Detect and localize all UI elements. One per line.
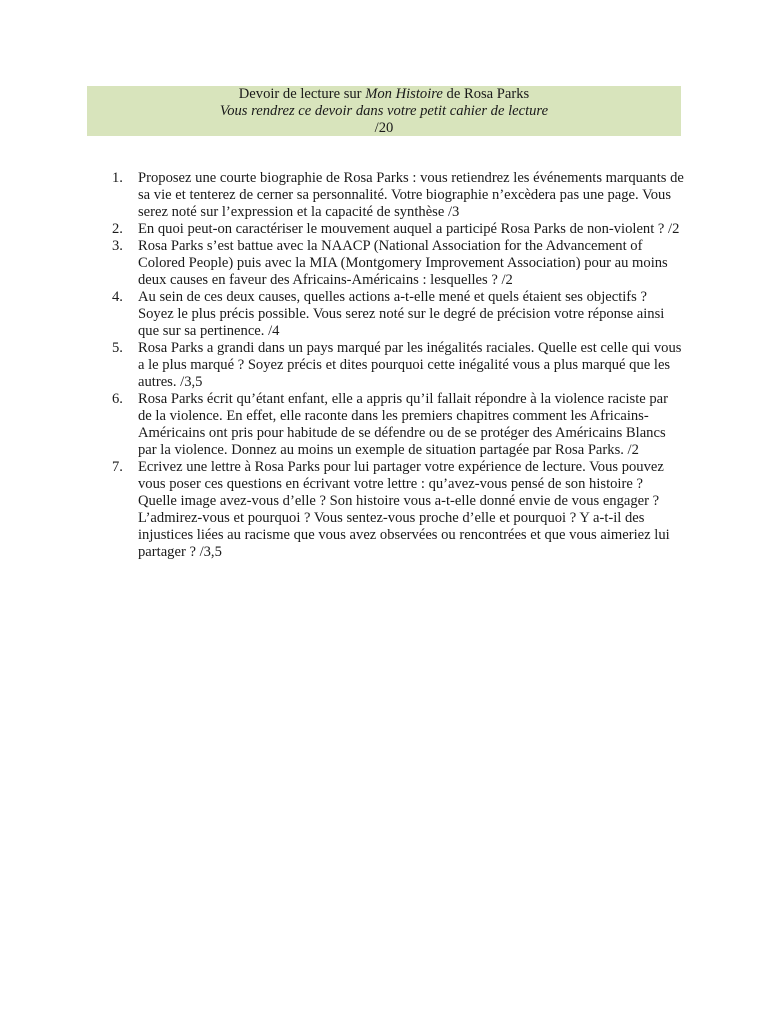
question-list xyxy=(104,170,684,561)
question-text: Proposez une courte biographie de Rosa Parks : vous retiendrez les événements marquants de sa vie et tenterez de cerner sa personnalité. Votre biographie n’excèdera pas une page. Vous serez noté sur l’expression et la capacité de synthèse /3 xyxy=(138,170,684,220)
question-item xyxy=(104,340,684,391)
assignment-header xyxy=(87,86,681,136)
question-item xyxy=(104,221,684,238)
question-text: Rosa Parks écrit qu’étant enfant, elle a appris qu’il fallait répondre à la violence raciste par de la violence. En effet, elle raconte dans les premiers chapitres comment les Africains-Américains ont pris pour habitude de se défendre ou de se protéger des Américains Blancs par la violence. Donnez au moins un exemple de situation partagée par Rosa Parks. /2 xyxy=(138,391,669,458)
question-number: 4. xyxy=(112,289,123,305)
question-number: 2. xyxy=(112,221,123,237)
question-number: 3. xyxy=(112,238,123,254)
question-text: Rosa Parks a grandi dans un pays marqué par les inégalités raciales. Quelle est celle qui vous a le plus marqué ? Soyez précis et dites pourquoi cette inégalité vous a plus marqué que les autres. /3,5 xyxy=(138,340,682,390)
header-title-suffix: de Rosa Parks xyxy=(442,86,530,102)
question-text: En quoi peut-on caractériser le mouvement auquel a participé Rosa Parks de non-violent ? /2 xyxy=(138,221,680,237)
header-title-book: Mon Histoire xyxy=(365,86,443,102)
question-item xyxy=(104,238,684,289)
question-number: 7. xyxy=(112,459,123,475)
header-instruction xyxy=(87,103,681,120)
header-title-prefix: Devoir de lecture sur xyxy=(238,86,366,102)
question-item xyxy=(104,391,684,459)
question-number: 6. xyxy=(112,391,123,407)
question-number: 1. xyxy=(112,170,123,186)
question-text: Au sein de ces deux causes, quelles actions a-t-elle mené et quels étaient ses objectifs ? Soyez le plus précis possible. Vous serez noté sur le degré de précision votre réponse ainsi que sur sa pertinence. /4 xyxy=(138,289,665,339)
question-item xyxy=(104,170,684,221)
header-title xyxy=(87,86,681,103)
header-instruction-text: Vous rendrez ce devoir dans votre petit cahier de lecture xyxy=(219,103,549,119)
question-text: Ecrivez une lettre à Rosa Parks pour lui partager votre expérience de lecture. Vous pouvez vous poser ces questions en écrivant votre lettre : qu’avez-vous pensé de son histoire ? Quelle image avez-vous d’elle ? Son histoire vous a-t-elle donné envie de vous engager ? L’admirez-vous et pourquoi ? Vous sentez-vous proche d’elle et pourquoi ? Y a-t-il des injustices liées au racisme que vous avez observées ou rencontrées et que vous aimeriez lui partager ? /3,5 xyxy=(138,459,670,560)
header-score: /20 xyxy=(374,120,394,136)
question-item xyxy=(104,459,684,561)
question-number: 5. xyxy=(112,340,123,356)
question-text: Rosa Parks s’est battue avec la NAACP (National Association for the Advancement of Colored People) puis avec la MIA (Montgomery Improvement Association) pour au moins deux causes en faveur des Africains-Américains : lesquelles ? /2 xyxy=(138,238,668,288)
question-item xyxy=(104,289,684,340)
